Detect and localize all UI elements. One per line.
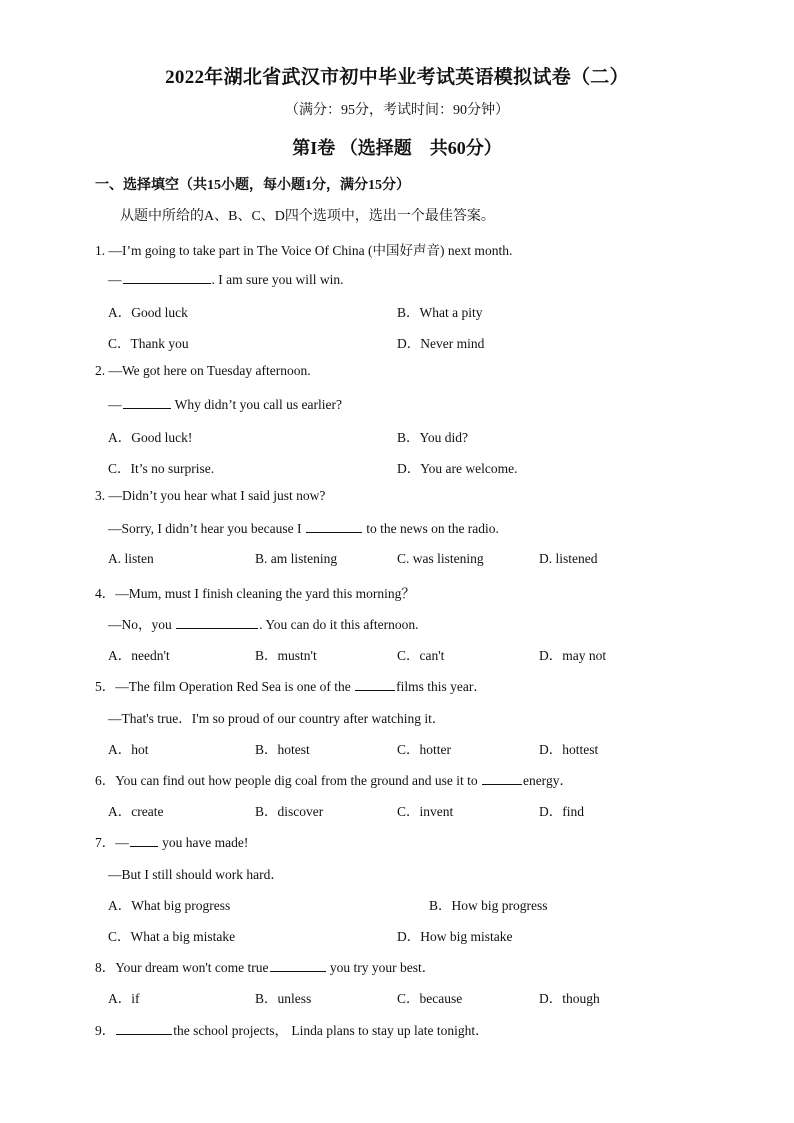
- answer-blank: [482, 771, 522, 785]
- question-3-response: —Sorry, I didn’t hear you because I to the news on the radio.: [108, 521, 499, 536]
- option-d: D．hottest: [539, 742, 599, 757]
- question-5-response: —That's true．I'm so proud of our country after watching it．: [108, 711, 446, 726]
- exam-subtitle: （满分：95分，考试时间：90分钟）: [285, 103, 509, 118]
- answer-blank: [123, 270, 211, 284]
- answer-blank: [306, 519, 362, 533]
- option-c: C．hotter: [397, 742, 451, 757]
- question-6-stem: 6．You can find out how people dig coal from the ground and use it to energy．: [95, 773, 573, 788]
- answer-blank: [270, 958, 326, 972]
- answer-blank: [123, 395, 171, 409]
- section-heading: 一、选择填空（共15小题，每小题1分，满分15分）: [95, 178, 410, 193]
- option-c: C．What a big mistake: [108, 929, 236, 944]
- option-a: A．create: [108, 804, 164, 819]
- option-c: C．because: [397, 991, 463, 1006]
- option-a: A. listen: [108, 551, 154, 566]
- option-d: D．may not: [539, 648, 607, 663]
- question-4-response: —No，you . You can do it this afternoon.: [108, 617, 419, 632]
- option-b: B．What a pity: [397, 305, 483, 320]
- option-b: B．hotest: [255, 742, 310, 757]
- option-d: D．though: [539, 991, 600, 1006]
- option-a: A．hot: [108, 742, 149, 757]
- exam-title: 2022年湖北省武汉市初中毕业考试英语模拟试卷（二）: [165, 67, 629, 88]
- option-a: A．Good luck!: [108, 430, 193, 445]
- question-3-stem: 3. —Didn’t you hear what I said just now?: [95, 488, 326, 503]
- answer-blank: [176, 615, 258, 629]
- answer-blank: [355, 677, 395, 691]
- question-1-response: — . I am sure you will win.: [108, 272, 344, 287]
- option-d: D．find: [539, 804, 584, 819]
- option-c: C．can't: [397, 648, 445, 663]
- question-2-response: — Why didn’t you call us earlier?: [108, 397, 342, 412]
- question-4-stem: 4．—Mum, must I finish cleaning the yard this morning？: [95, 586, 415, 601]
- option-b: B．You did?: [397, 430, 469, 445]
- answer-blank: [116, 1021, 172, 1035]
- option-c: C．It’s no surprise.: [108, 461, 215, 476]
- answer-blank: [130, 833, 158, 847]
- section-instruction: 从题中所给的A、B、C、D四个选项中，选出一个最佳答案。: [120, 209, 495, 224]
- part-heading: 第I卷 （选择题 共60分）: [292, 138, 502, 158]
- question-7-stem: 7．— you have made!: [95, 835, 249, 850]
- question-8-stem: 8．Your dream won't come true you try your best．: [95, 960, 436, 975]
- question-1-stem: 1. —I’m going to take part in The Voice Of China (中国好声音) next month.: [95, 243, 513, 258]
- question-7-response: —But I still should work hard．: [108, 867, 284, 882]
- option-b: B．How big progress: [429, 898, 548, 913]
- option-a: A．needn't: [108, 648, 170, 663]
- option-a: A．if: [108, 991, 140, 1006]
- option-c: C．invent: [397, 804, 454, 819]
- option-a: A．Good luck: [108, 305, 188, 320]
- option-b: B．mustn't: [255, 648, 317, 663]
- option-d: D．How big mistake: [397, 929, 513, 944]
- option-d: D．Never mind: [397, 336, 485, 351]
- option-d: D. listened: [539, 551, 598, 566]
- question-5-stem: 5．—The film Operation Red Sea is one of the films this year．: [95, 679, 487, 694]
- option-b: B．discover: [255, 804, 324, 819]
- option-c: C．Thank you: [108, 336, 189, 351]
- option-b: B．unless: [255, 991, 312, 1006]
- option-c: C. was listening: [397, 551, 484, 566]
- question-2-stem: 2. —We got here on Tuesday afternoon.: [95, 363, 311, 378]
- question-9-stem: 9． the school projects， Linda plans to stay up late tonight．: [95, 1023, 489, 1038]
- option-d: D．You are welcome.: [397, 461, 518, 476]
- option-b: B. am listening: [255, 551, 338, 566]
- option-a: A．What big progress: [108, 898, 231, 913]
